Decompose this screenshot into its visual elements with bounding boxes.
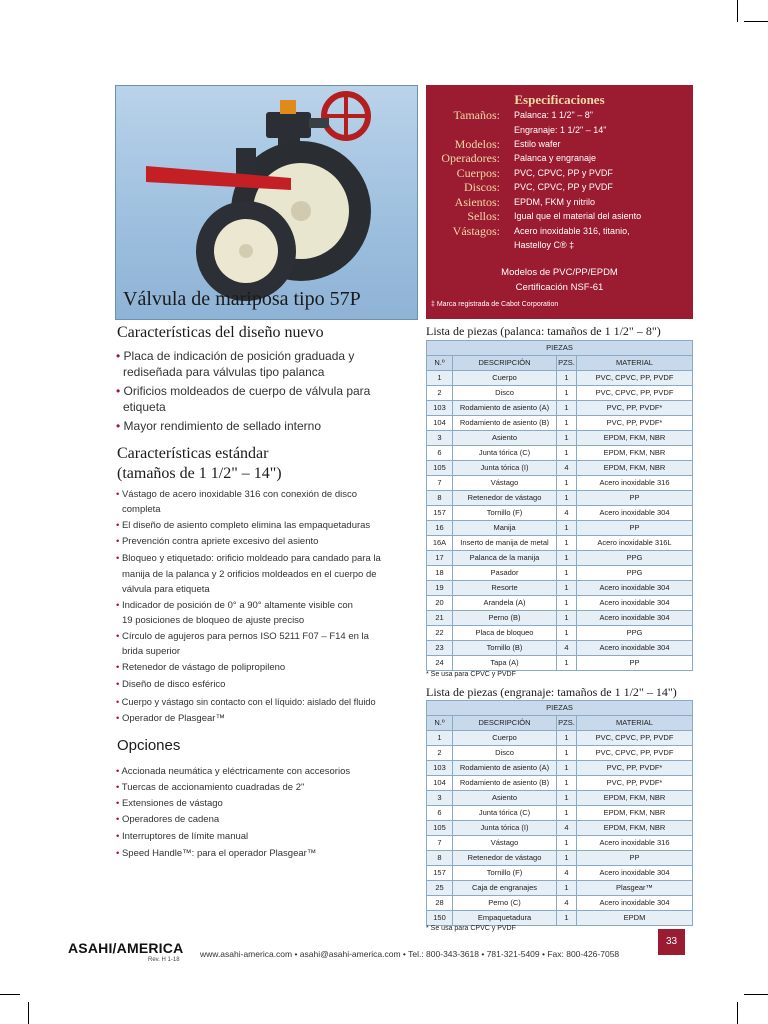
standard-bullet-cont: 19 posiciones de bloqueo de ajuste preciso (122, 615, 305, 626)
spec-row (426, 108, 693, 122)
table-cell: Junta tórica (C) (453, 446, 557, 461)
table-row (427, 866, 693, 881)
column-header: N.º (427, 716, 453, 731)
table-cell: Resorte (453, 581, 557, 596)
table-cell: Inserto de manija de metal (453, 536, 557, 551)
standard-bullet-text: Círculo de agujeros para pernos ISO 5211 F07 – F14 en la (121, 631, 369, 642)
table-cell: 104 (427, 416, 453, 431)
option-bullet-text: Operadores de cadena (121, 814, 220, 825)
table-row (427, 476, 693, 491)
spec-value: PVC, CPVC, PP y PVDF (514, 182, 613, 192)
table-cell: 21 (427, 611, 453, 626)
table-cell: EPDM, FKM, NBR (577, 821, 693, 836)
table-cell: 1 (557, 491, 577, 506)
crop-mark (737, 0, 738, 22)
table-cell: 104 (427, 776, 453, 791)
table-cell: Retenedor de vástago (453, 491, 557, 506)
design-bullet: • Orificios moldeados de cuerpo de válvula para (116, 384, 371, 398)
spec-row (426, 180, 693, 194)
spec-row (426, 123, 693, 137)
table-row (427, 446, 693, 461)
table-cell: Cuerpo (453, 371, 557, 386)
table-row (427, 851, 693, 866)
table-cell: 22 (427, 626, 453, 641)
spec-value: Estilo wafer (514, 139, 561, 149)
table-cell: 1 (557, 791, 577, 806)
spec-value: Igual que el material del asiento (514, 211, 642, 221)
table-header-row (427, 356, 693, 371)
table-cell: Acero inoxidable 316L (577, 536, 693, 551)
table-row (427, 746, 693, 761)
table-cell: 157 (427, 866, 453, 881)
table-row (427, 536, 693, 551)
table-row (427, 491, 693, 506)
spec-label: Operadores: (441, 151, 500, 165)
table-cell: 1 (557, 446, 577, 461)
table-cell: 7 (427, 476, 453, 491)
table-cell: PVC, PP, PVDF* (577, 401, 693, 416)
nsf-note-models: Modelos de PVC/PP/EPDM (501, 267, 618, 278)
table-cell: 20 (427, 596, 453, 611)
standard-bullet: • Retenedor de vástago de polipropileno (116, 662, 286, 673)
trademark-footnote: ‡ Marca registrada de Cabot Corporation (431, 301, 559, 308)
table-row (427, 596, 693, 611)
spec-row (426, 224, 693, 238)
parts-table-gear (426, 700, 693, 926)
table-cell: Arandela (A) (453, 596, 557, 611)
table-cell: Tornillo (F) (453, 506, 557, 521)
spec-row (426, 238, 693, 252)
table-cell: 19 (427, 581, 453, 596)
table-cell: Cuerpo (453, 731, 557, 746)
spec-row (426, 151, 693, 165)
table-cell: Rodamiento de asiento (A) (453, 401, 557, 416)
standard-bullet-text: Indicador de posición de 0° a 90° altamente visible con (121, 600, 353, 611)
crop-mark (28, 1002, 29, 1024)
spec-label: Vástagos: (452, 224, 500, 238)
table-cell: PPG (577, 626, 693, 641)
standard-bullet-text: Bloqueo y etiquetado: orificio moldeado para candado para la (121, 553, 381, 564)
table-cell: 1 (557, 371, 577, 386)
options-heading: Opciones (117, 737, 181, 754)
design-bullet-cont: etiqueta (123, 400, 166, 414)
spec-row (426, 137, 693, 151)
table-row (427, 386, 693, 401)
table-cell: PVC, CPVC, PP, PVDF (577, 731, 693, 746)
option-bullet-text: Accionada neumática y eléctricamente con accesorios (121, 766, 351, 777)
table-cell: 1 (427, 731, 453, 746)
parts-table-gear-caption: Lista de piezas (engranaje: tamaños de 1 1/2" – 14") (426, 685, 677, 699)
standard-bullet: • Cuerpo y vástago sin contacto con el líquido: aislado del fluido (116, 697, 376, 707)
table-cell: Asiento (453, 791, 557, 806)
table-row (427, 761, 693, 776)
standard-bullet-cont: manija de la palanca y 2 orificios moldeados en el cuerpo de (122, 569, 377, 580)
table-cell: EPDM (577, 911, 693, 926)
table-cell: 28 (427, 896, 453, 911)
table-cell: PP (577, 656, 693, 671)
table-cell: 7 (427, 836, 453, 851)
option-bullet: • Tuercas de accionamiento cuadradas de 2" (116, 782, 305, 793)
standard-bullet-text: Diseño de disco esférico (121, 679, 226, 690)
table-cell: Empaquetadura (453, 911, 557, 926)
table-cell: Acero inoxidable 304 (577, 596, 693, 611)
table-cell: Asiento (453, 431, 557, 446)
table-cell: 23 (427, 641, 453, 656)
option-bullet-text: Extensiones de vástago (121, 798, 223, 809)
standard-bullet-text: Retenedor de vástago de polipropileno (121, 662, 286, 673)
table-cell: 1 (557, 911, 577, 926)
column-header: MATERIAL (577, 716, 693, 731)
parts-table-gear-note: * Se usa para CPVC y PVDF (426, 925, 516, 932)
table-cell: 105 (427, 461, 453, 476)
standard-bullet: • Prevención contra apriete excesivo del asiento (116, 536, 319, 547)
table-cell: EPDM, FKM, NBR (577, 461, 693, 476)
table-cell: 8 (427, 491, 453, 506)
table-cell: 1 (557, 806, 577, 821)
parts-table-lever-note: * Se usa para CPVC y PVDF (426, 671, 516, 678)
table-cell: PP (577, 851, 693, 866)
table-cell: Placa de bloqueo (453, 626, 557, 641)
table-row (427, 551, 693, 566)
table-cell: Junta tórica (I) (453, 821, 557, 836)
table-cell: 1 (427, 371, 453, 386)
table-cell: Plasgear™ (577, 881, 693, 896)
table-cell: 1 (557, 746, 577, 761)
revision-label: Rev. H 1-18 (148, 957, 180, 963)
spec-value: Palanca: 1 1/2" – 8" (514, 110, 593, 120)
standard-bullet: • Bloqueo y etiquetado: orificio moldeado para candado para la (116, 553, 381, 564)
table-cell: PVC, PP, PVDF* (577, 761, 693, 776)
table-group-header: PIEZAS (427, 341, 693, 356)
standard-bullet-text: Vástago de acero inoxidable 316 con conexión de disco (121, 489, 357, 500)
design-bullet-text: Placa de indicación de posición graduada y (123, 349, 355, 363)
column-header: DESCRIPCIÓN (453, 716, 557, 731)
table-cell: 1 (557, 476, 577, 491)
table-cell: Disco (453, 386, 557, 401)
table-cell: EPDM, FKM, NBR (577, 446, 693, 461)
table-cell: Acero inoxidable 304 (577, 896, 693, 911)
table-cell: 3 (427, 791, 453, 806)
specifications-box (426, 85, 693, 319)
table-body (427, 731, 693, 926)
table-cell: 4 (557, 896, 577, 911)
table-cell: Acero inoxidable 316 (577, 476, 693, 491)
table-cell: EPDM, FKM, NBR (577, 431, 693, 446)
column-header: N.º (427, 356, 453, 371)
table-cell: 18 (427, 566, 453, 581)
table-cell: 2 (427, 746, 453, 761)
photo-title: Válvula de mariposa tipo 57P (123, 288, 361, 310)
table-cell: 150 (427, 911, 453, 926)
table-row (427, 416, 693, 431)
table-cell: 1 (557, 851, 577, 866)
table-cell: 1 (557, 386, 577, 401)
crop-mark (737, 1002, 738, 1024)
table-cell: Tornillo (F) (453, 866, 557, 881)
spec-value: EPDM, FKM y nitrilo (514, 197, 596, 207)
option-bullet: • Speed Handle™: para el operador Plasgear™ (116, 848, 317, 859)
table-group-row (427, 701, 693, 716)
table-row (427, 506, 693, 521)
standard-bullet-text: Operador de Plasgear™ (121, 713, 225, 724)
spec-label: Discos: (464, 180, 500, 194)
table-row (427, 401, 693, 416)
table-row (427, 566, 693, 581)
spec-value: Hastelloy C® ‡ (514, 240, 575, 250)
option-bullet: • Extensiones de vástago (116, 798, 223, 809)
table-cell: PPG (577, 566, 693, 581)
table-cell: 4 (557, 641, 577, 656)
spec-label: Cuerpos: (456, 166, 500, 180)
table-row (427, 626, 693, 641)
spec-value: PVC, CPVC, PP y PVDF (514, 168, 613, 178)
standard-bullet: • El diseño de asiento completo elimina las empaquetaduras (116, 520, 371, 531)
spec-value: Engranaje: 1 1/2" – 14" (514, 125, 607, 135)
table-cell: Junta tórica (I) (453, 461, 557, 476)
spec-label: Asientos: (454, 195, 500, 209)
table-cell: 8 (427, 851, 453, 866)
table-cell: 1 (557, 431, 577, 446)
contact-line: www.asahi-america.com • asahi@asahi-america.com • Tel.: 800-343-3618 • 781-321-5409 • Fax: 800-426-7058 (200, 949, 620, 959)
standard-bullet-cont: brida superior (122, 646, 181, 657)
table-cell: Manija (453, 521, 557, 536)
table-cell: Acero inoxidable 304 (577, 611, 693, 626)
table-row (427, 521, 693, 536)
standard-bullet: • Indicador de posición de 0° a 90° altamente visible con (116, 600, 353, 611)
option-bullet: • Accionada neumática y eléctricamente con accesorios (116, 766, 351, 777)
table-group-row (427, 341, 693, 356)
table-cell: Vástago (453, 836, 557, 851)
option-bullet: • Operadores de cadena (116, 814, 220, 825)
table-row (427, 896, 693, 911)
spec-value: Palanca y engranaje (514, 153, 597, 163)
table-cell: 1 (557, 551, 577, 566)
table-cell: Disco (453, 746, 557, 761)
table-row (427, 881, 693, 896)
table-cell: 17 (427, 551, 453, 566)
table-cell: 16A (427, 536, 453, 551)
table-cell: Tornillo (B) (453, 641, 557, 656)
table-row (427, 371, 693, 386)
table-cell: 4 (557, 506, 577, 521)
table-cell: 1 (557, 776, 577, 791)
design-bullet-text: Orificios moldeados de cuerpo de válvula para (123, 384, 371, 398)
table-cell: Perno (B) (453, 611, 557, 626)
table-cell: 1 (557, 566, 577, 581)
page-number: 33 (658, 929, 685, 955)
table-body (427, 371, 693, 671)
design-bullet: • Placa de indicación de posición graduada y (116, 349, 355, 363)
table-cell: 1 (557, 731, 577, 746)
table-cell: 103 (427, 401, 453, 416)
design-bullet-cont: rediseñada para válvulas tipo palanca (123, 365, 325, 379)
table-cell: 16 (427, 521, 453, 536)
spec-row (426, 195, 693, 209)
table-cell: PVC, CPVC, PP, PVDF (577, 386, 693, 401)
table-cell: PVC, PP, PVDF* (577, 416, 693, 431)
table-cell: 6 (427, 446, 453, 461)
spec-label: Sellos: (467, 209, 500, 223)
table-cell: 1 (557, 626, 577, 641)
table-cell: 4 (557, 866, 577, 881)
spec-label: Tamaños: (453, 108, 500, 122)
product-photo (115, 85, 418, 320)
nsf-note-certification: Certificación NSF-61 (515, 282, 604, 293)
table-cell: 1 (557, 521, 577, 536)
table-cell: 157 (427, 506, 453, 521)
design-bullet-text: Mayor rendimiento de sellado interno (123, 419, 321, 433)
design-bullet: • Mayor rendimiento de sellado interno (116, 419, 321, 433)
table-cell: 1 (557, 611, 577, 626)
parts-table-lever (426, 340, 693, 671)
crop-mark (744, 21, 768, 22)
table-cell: 6 (427, 806, 453, 821)
butterfly-valve-illustration (116, 86, 418, 320)
table-row (427, 656, 693, 671)
standard-bullet-cont: completa (122, 504, 161, 515)
standard-features-subheading: (tamaños de 1 1/2" – 14") (117, 465, 282, 482)
table-cell: Perno (C) (453, 896, 557, 911)
table-cell: 1 (557, 596, 577, 611)
crop-mark (0, 994, 20, 995)
table-group-header: PIEZAS (427, 701, 693, 716)
table-row (427, 791, 693, 806)
option-bullet-text: Speed Handle™: para el operador Plasgear™ (121, 848, 317, 859)
table-cell: Retenedor de vástago (453, 851, 557, 866)
table-cell: 1 (557, 656, 577, 671)
column-header: PZS. (557, 716, 577, 731)
standard-bullet-cont: válvula para etiqueta (122, 584, 210, 595)
table-row (427, 431, 693, 446)
standard-bullet: • Diseño de disco esférico (116, 679, 226, 690)
table-cell: 4 (557, 821, 577, 836)
table-cell: 1 (557, 536, 577, 551)
table-cell: Acero inoxidable 316 (577, 836, 693, 851)
table-row (427, 821, 693, 836)
design-features-heading: Características del diseño nuevo (117, 324, 324, 341)
column-header: MATERIAL (577, 356, 693, 371)
specifications-title: Especificaciones (514, 92, 605, 107)
table-header-row (427, 716, 693, 731)
table-cell: 3 (427, 431, 453, 446)
spec-value: Acero inoxidable 316, titanio, (514, 226, 630, 236)
table-cell: 1 (557, 581, 577, 596)
option-bullet: • Interruptores de límite manual (116, 831, 249, 842)
table-cell: Acero inoxidable 304 (577, 581, 693, 596)
table-row (427, 911, 693, 926)
table-row (427, 461, 693, 476)
table-row (427, 731, 693, 746)
table-row (427, 581, 693, 596)
standard-features-heading: Características estándar (117, 445, 269, 462)
standard-bullet-text: Prevención contra apriete excesivo del asiento (121, 536, 319, 547)
standard-bullet-text: Cuerpo y vástago sin contacto con el líquido: aislado del fluido (121, 697, 376, 707)
table-cell: 1 (557, 416, 577, 431)
table-cell: 1 (557, 836, 577, 851)
spec-label: Modelos: (454, 137, 500, 151)
table-cell: Acero inoxidable 304 (577, 506, 693, 521)
spec-row (426, 209, 693, 223)
table-cell: PVC, CPVC, PP, PVDF (577, 371, 693, 386)
table-cell: Rodamiento de asiento (B) (453, 776, 557, 791)
table-row (427, 836, 693, 851)
table-cell: 1 (557, 401, 577, 416)
table-cell: Acero inoxidable 304 (577, 641, 693, 656)
option-bullet-text: Tuercas de accionamiento cuadradas de 2" (121, 782, 305, 793)
table-cell: 105 (427, 821, 453, 836)
table-row (427, 611, 693, 626)
crop-mark (744, 994, 768, 995)
table-cell: Pasador (453, 566, 557, 581)
parts-table-lever-caption: Lista de piezas (palanca: tamaños de 1 1/2" – 8") (426, 324, 661, 338)
brand-logo-text: ASAHI/AMERICA (68, 940, 184, 956)
table-cell: 2 (427, 386, 453, 401)
table-cell: PP (577, 521, 693, 536)
table-cell: EPDM, FKM, NBR (577, 806, 693, 821)
table-row (427, 806, 693, 821)
table-cell: Palanca de la manija (453, 551, 557, 566)
standard-bullet: • Vástago de acero inoxidable 316 con conexión de disco (116, 489, 357, 500)
table-cell: 1 (557, 761, 577, 776)
standard-bullet-text: El diseño de asiento completo elimina las empaquetaduras (121, 520, 371, 531)
spec-row (426, 166, 693, 180)
table-cell: 4 (557, 461, 577, 476)
option-bullet-text: Interruptores de límite manual (121, 831, 249, 842)
table-cell: EPDM, FKM, NBR (577, 791, 693, 806)
column-header: PZS. (557, 356, 577, 371)
table-row (427, 776, 693, 791)
standard-bullet: • Círculo de agujeros para pernos ISO 5211 F07 – F14 en la (116, 631, 369, 642)
table-cell: Rodamiento de asiento (A) (453, 761, 557, 776)
table-cell: 24 (427, 656, 453, 671)
table-cell: Caja de engranajes (453, 881, 557, 896)
table-cell: 103 (427, 761, 453, 776)
table-cell: Acero inoxidable 304 (577, 866, 693, 881)
table-cell: 25 (427, 881, 453, 896)
table-cell: Junta tórica (C) (453, 806, 557, 821)
table-cell: Vástago (453, 476, 557, 491)
table-row (427, 641, 693, 656)
table-cell: PVC, CPVC, PP, PVDF (577, 746, 693, 761)
standard-bullet: • Operador de Plasgear™ (116, 713, 225, 724)
table-cell: PP (577, 491, 693, 506)
table-cell: PVC, PP, PVDF* (577, 776, 693, 791)
table-cell: Tapa (A) (453, 656, 557, 671)
table-cell: 1 (557, 881, 577, 896)
table-cell: PPG (577, 551, 693, 566)
column-header: DESCRIPCIÓN (453, 356, 557, 371)
table-cell: Rodamiento de asiento (B) (453, 416, 557, 431)
